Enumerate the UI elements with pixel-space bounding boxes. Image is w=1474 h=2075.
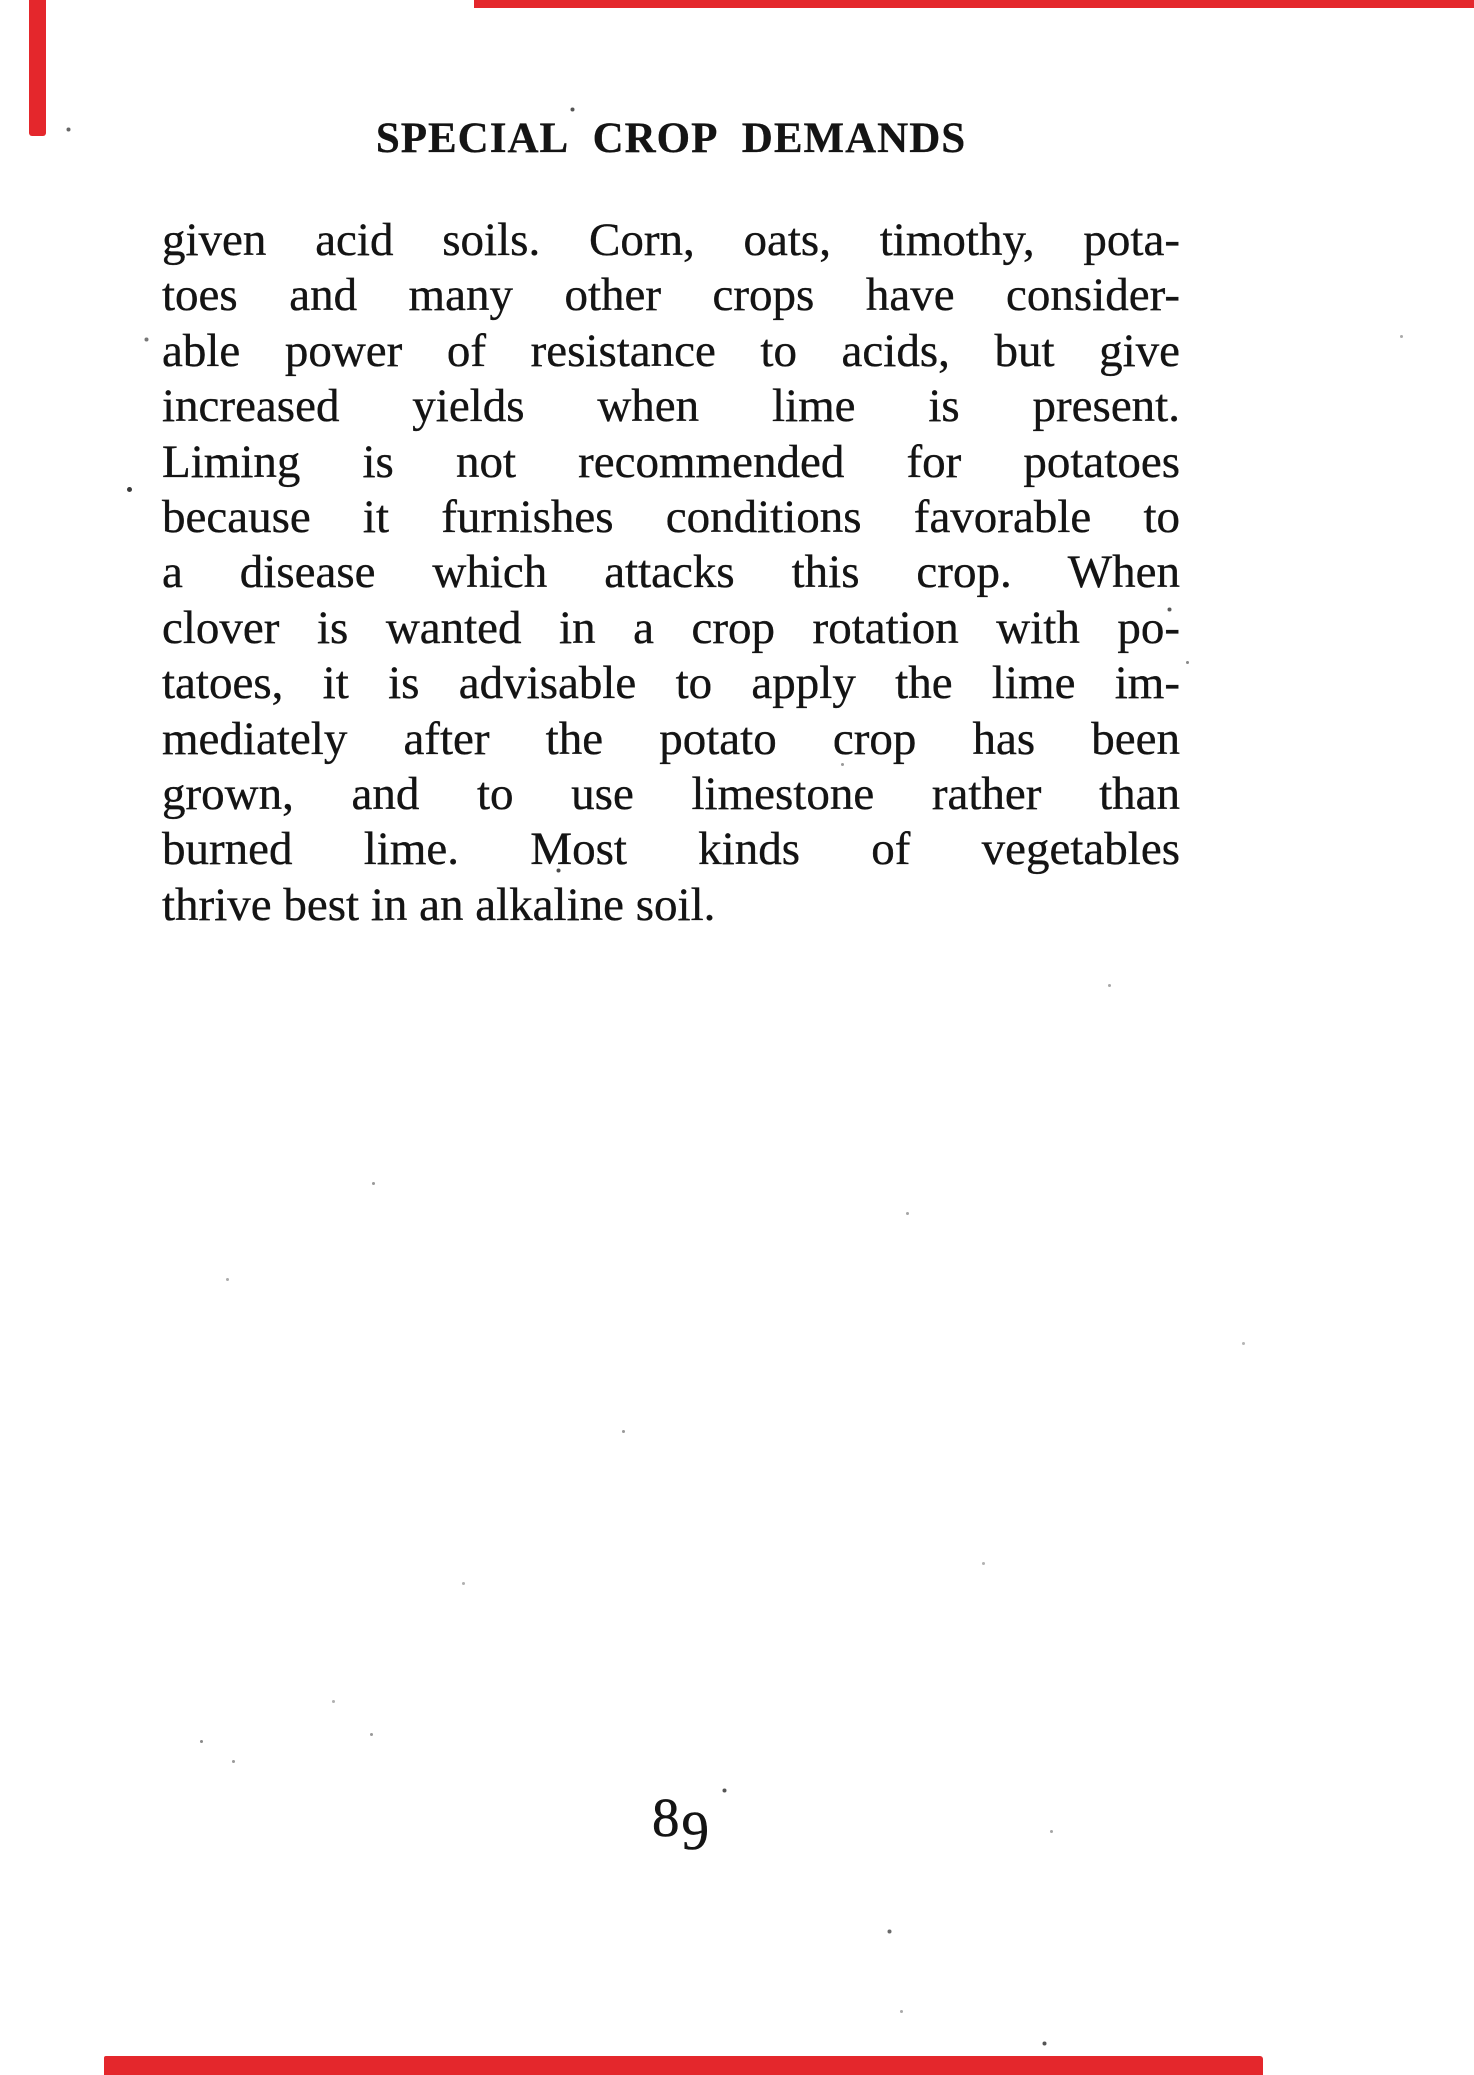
text-line: given acid soils. Corn, oats, timothy, pota- <box>162 214 1180 266</box>
red-edge-mark-left <box>29 0 46 136</box>
text-line: tatoes, it is advisable to apply the lime im- <box>162 657 1180 710</box>
text-line: burned lime. Most kinds of vegetables <box>162 823 1180 876</box>
noise-specks <box>0 0 3 3</box>
text-line: able power of resistance to acids, but give <box>162 324 1180 377</box>
red-edge-mark-top <box>474 0 1474 8</box>
text-line: thrive best in an alkaline soil. <box>162 878 716 931</box>
text-line: a disease which attacks this crop. When <box>162 546 1180 599</box>
text-line: Liming is not recommended for potatoes <box>162 435 1180 488</box>
text-line: mediately after the potato crop has been <box>162 712 1180 765</box>
body-text <box>162 213 1180 933</box>
red-edge-mark-bottom <box>104 2056 1263 2075</box>
text-line: increased yields when lime is present. <box>162 380 1180 433</box>
running-header: SPECIAL CROP DEMANDS <box>375 115 967 162</box>
page-number-digit: 9 <box>681 1800 711 1861</box>
page-number <box>652 1787 711 1861</box>
text-line: toes and many other crops have consider- <box>162 269 1180 322</box>
page-number-digit: 8 <box>652 1787 682 1848</box>
text-line: grown, and to use limestone rather than <box>162 767 1180 820</box>
text-line: because it furnishes conditions favorable to <box>162 490 1180 543</box>
text-line: clover is wanted in a crop rotation with po- <box>162 601 1180 654</box>
